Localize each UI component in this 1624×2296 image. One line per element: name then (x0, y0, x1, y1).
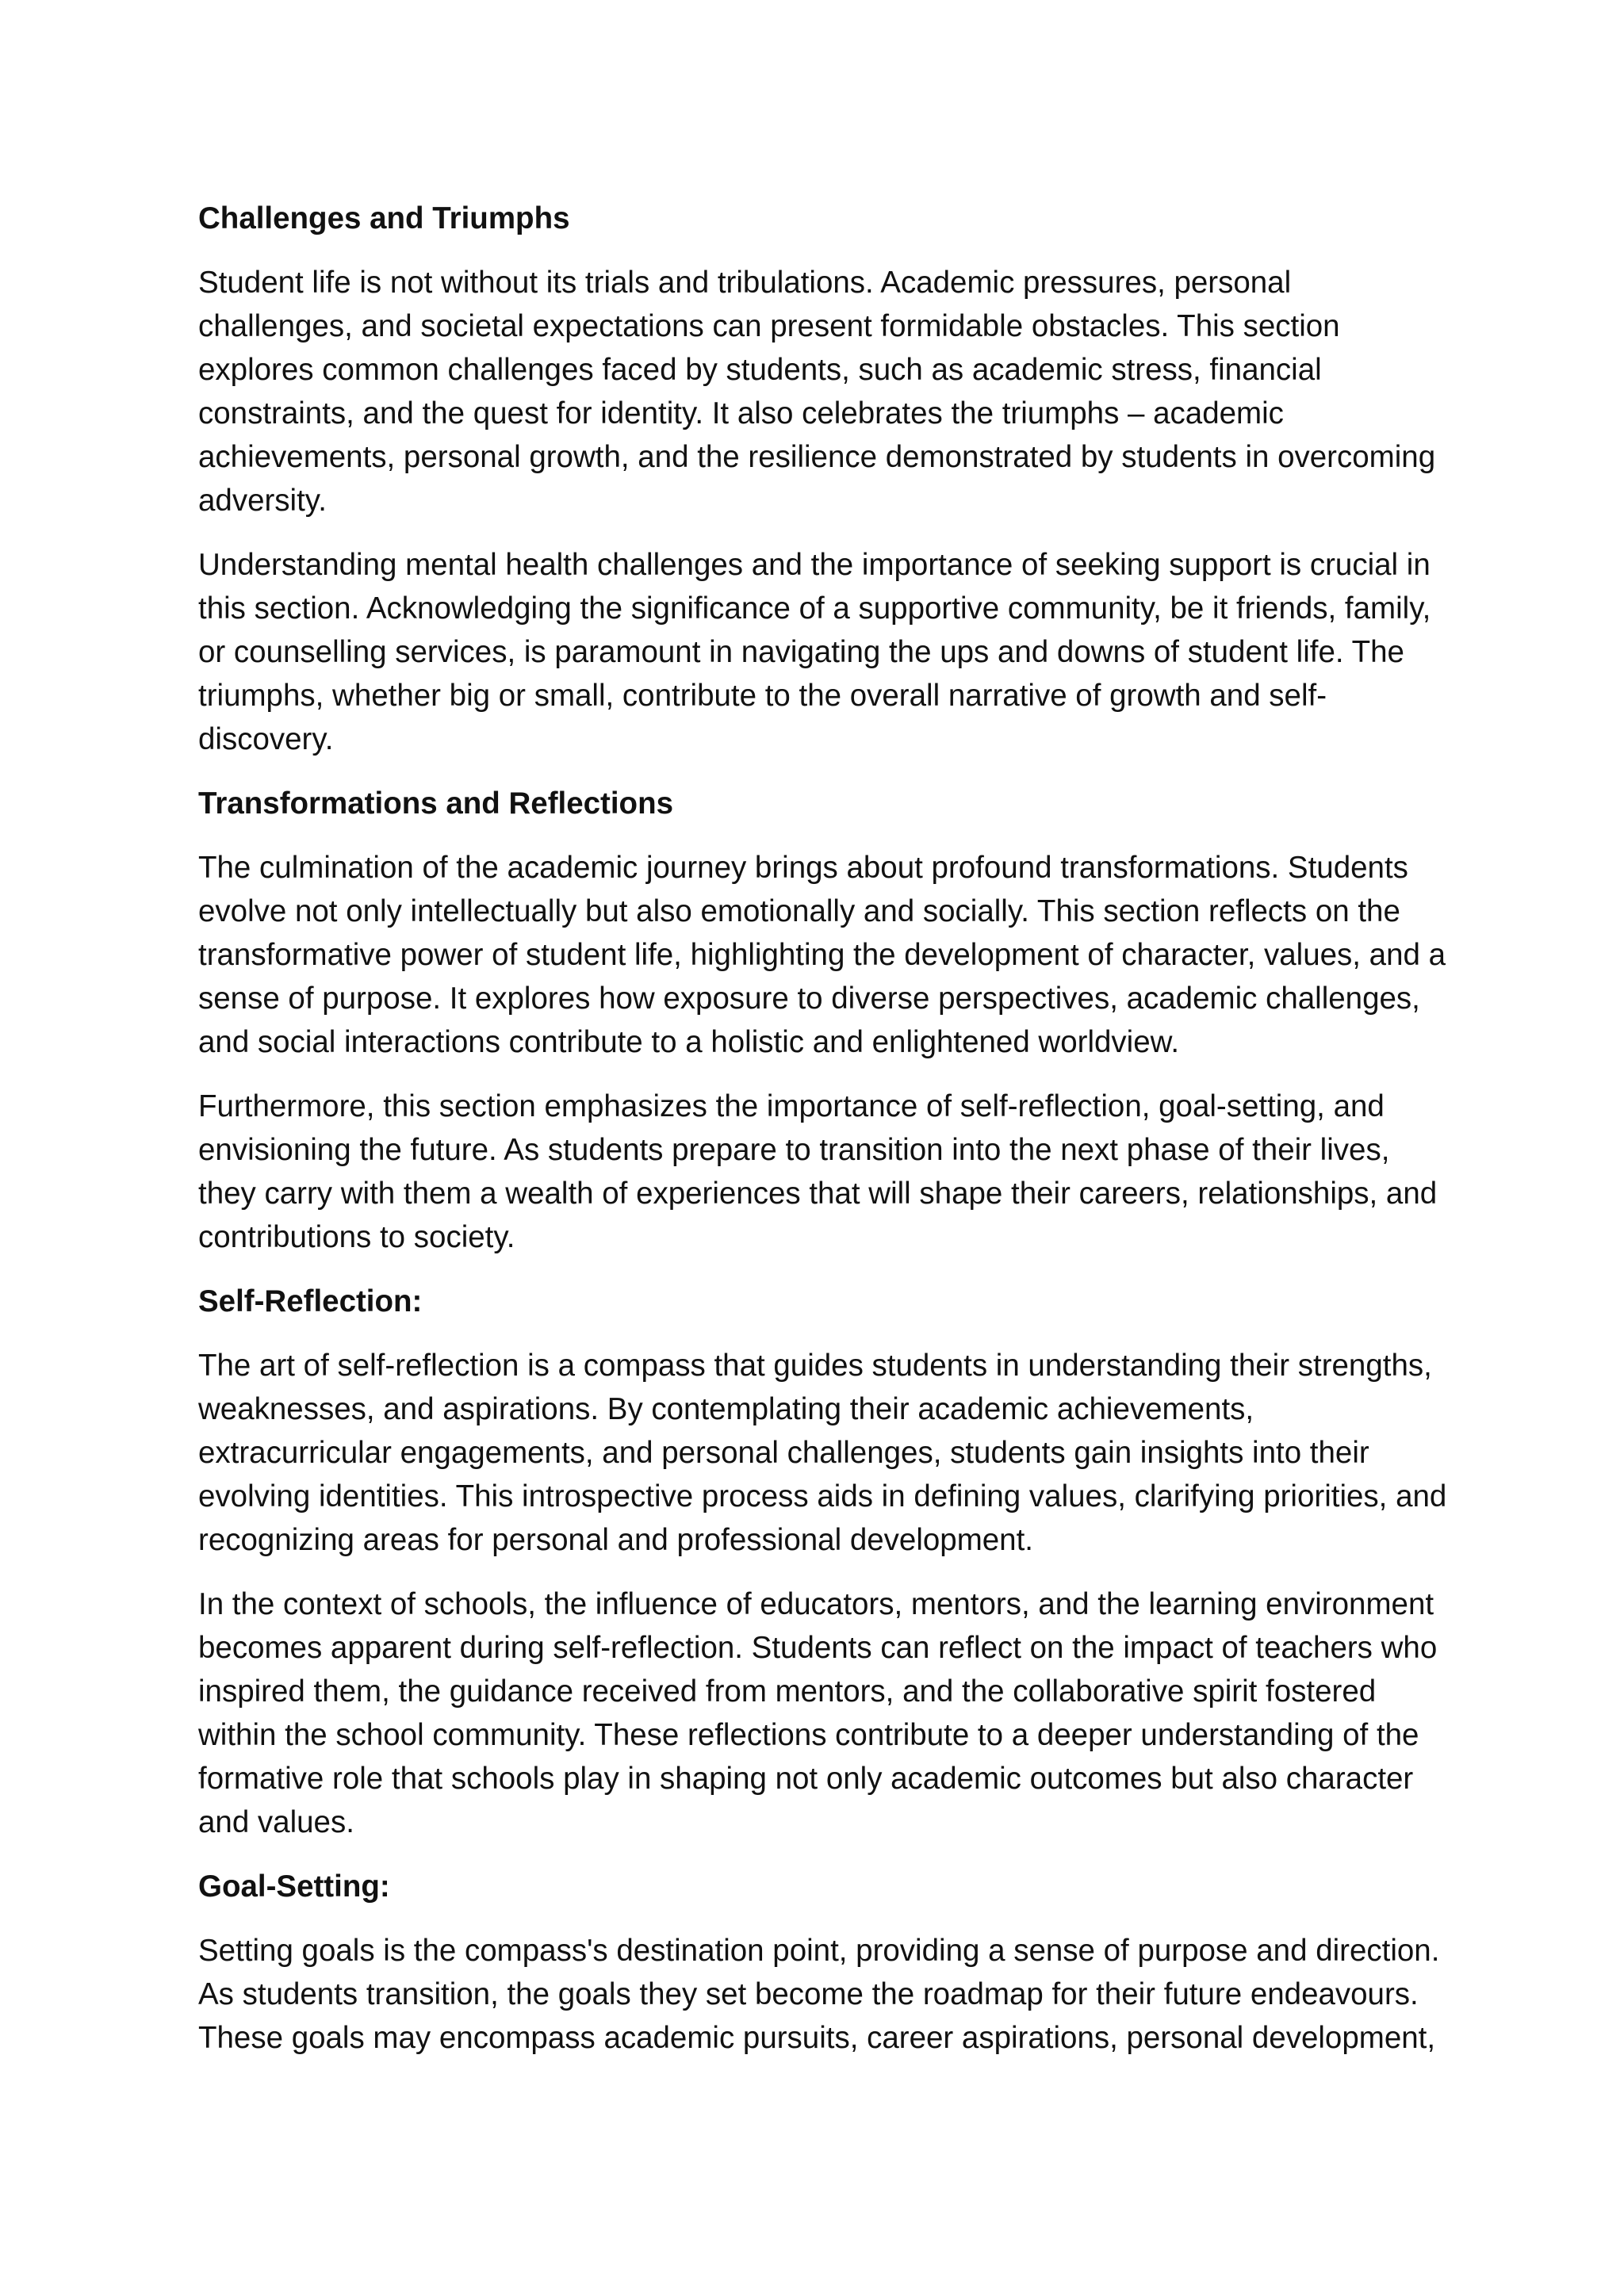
section-heading: Challenges and Triumphs (198, 201, 570, 235)
paragraph: Student life is not without its trials and tribulations. Academic pressures, personal challenges, and societal expectations can present formidable obstacles. This section explores common challenges faced by students, such as academic stress, financial constraints, and the quest for identity. It also celebrates the triumphs – academic achievements, personal growth, and the resilience demonstrated by students in overcoming adversity. (198, 266, 1436, 518)
paragraph: Furthermore, this section emphasizes the importance of self-reflection, goal-setting, and envisioning the future. As students prepare to transition into the next phase of their lives, they carry with them a wealth of experiences that will shape their careers, relationships, and contributions to society. (198, 1089, 1438, 1254)
section-heading: Transformations and Reflections (198, 786, 674, 821)
section-heading: Goal-Setting: (198, 1869, 390, 1904)
section-transformations-and-reflections (198, 782, 1451, 1259)
paragraph: The art of self-reflection is a compass that guides students in understanding their strengths, weaknesses, and aspirations. By contemplating their academic achievements, extracurricular engagements, and personal challenges, students gain insights into their evolving identities. This introspective process aids in defining values, clarifying priorities, and recognizing areas for personal and professional development. (198, 1349, 1447, 1557)
paragraph: Understanding mental health challenges and the importance of seeking support is crucial in this section. Acknowledging the significance of a supportive community, be it friends, family, or counselling services, is paramount in navigating the ups and downs of student life. The triumphs, whether big or small, contribute to the overall narrative of growth and self-discovery. (198, 548, 1431, 756)
paragraph: In the context of schools, the influence of educators, mentors, and the learning environment becomes apparent during self-reflection. Students can reflect on the impact of teachers who inspired them, the guidance received from mentors, and the collaborative spirit fostered within the school community. These reflections contribute to a deeper understanding of the formative role that schools play in shaping not only academic outcomes but also character and values. (198, 1587, 1438, 1839)
paragraph: The culmination of the academic journey brings about profound transformations. Students evolve not only intellectually but also emotionally and socially. This section reflects on the transformative power of student life, highlighting the development of character, values, and a sense of purpose. It explores how exposure to diverse perspectives, academic challenges, and social interactions contribute to a holistic and enlightened worldview. (198, 851, 1446, 1059)
paragraph: Setting goals is the compass's destination point, providing a sense of purpose and direction. As students transition, the goals they set become the roadmap for their future endeavours. These goals may encompass academic pursuits, career aspirations, personal development, (198, 1934, 1440, 2055)
section-challenges-and-triumphs (198, 197, 1451, 761)
section-goal-setting (198, 1865, 1451, 2060)
section-heading: Self-Reflection: (198, 1284, 423, 1318)
section-self-reflection (198, 1280, 1451, 1844)
document-page (198, 197, 1451, 2080)
